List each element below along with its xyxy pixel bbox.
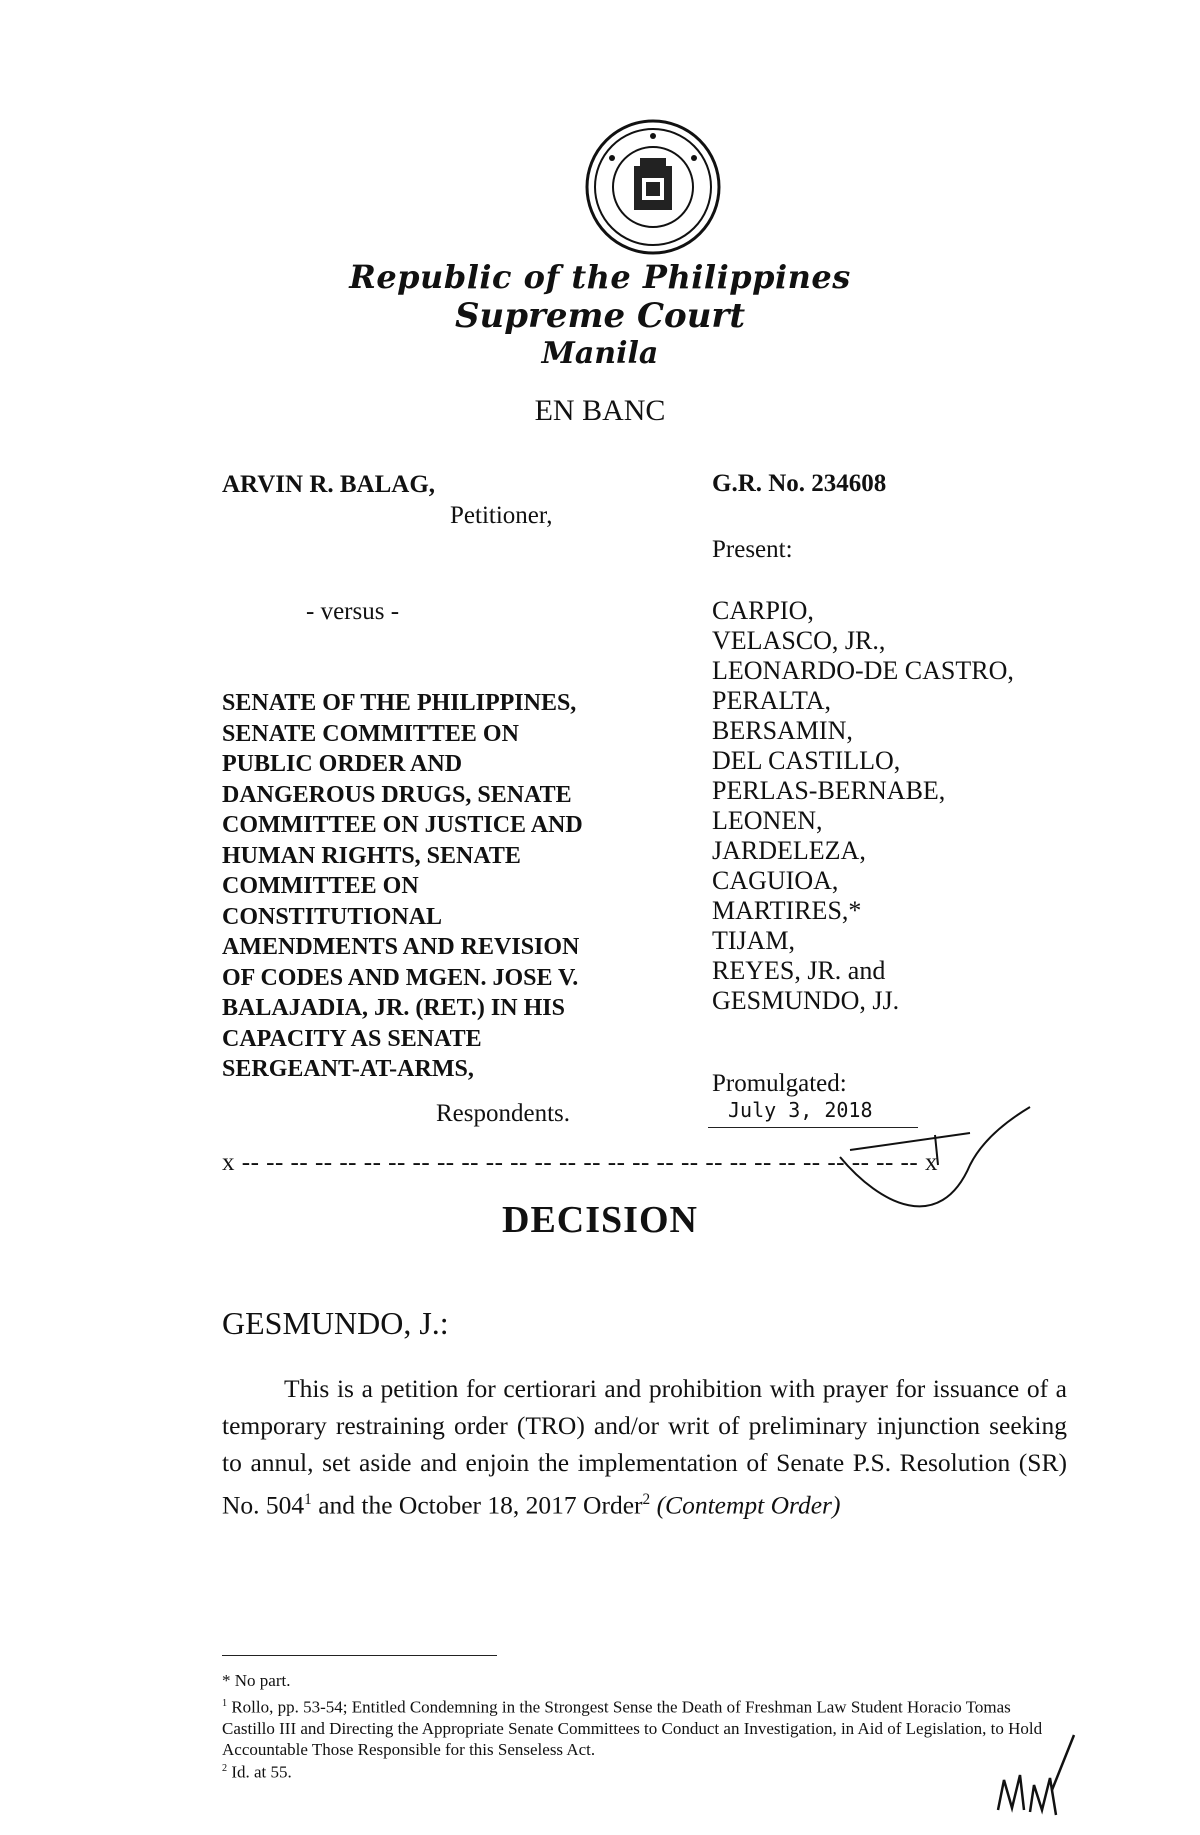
justice-name: LEONEN,	[712, 806, 823, 835]
justice-name: REYES, JR. and	[712, 956, 886, 985]
respondent-line: PUBLIC ORDER AND	[222, 751, 463, 777]
justice-name: CAGUIOA,	[712, 866, 839, 895]
ponente: GESMUNDO, J.:	[222, 1305, 449, 1341]
justice-name: BERSAMIN,	[712, 716, 853, 745]
versus-label: - versus -	[306, 598, 400, 625]
body-text-part: and the October 18, 2017 Order	[311, 1490, 643, 1520]
footnote-ref: 1	[304, 1491, 312, 1508]
supreme-court-heading: Supreme Court	[454, 296, 746, 336]
justices-list	[712, 596, 1014, 1016]
justice-name: LEONARDO-DE CASTRO,	[712, 656, 1014, 685]
justice-name: JARDELEZA,	[712, 836, 866, 865]
body-text-part: This is a petition for certiorari and prohibition with prayer for issuance of a temporary restraining order (TRO) and/or writ of preliminary injunction seeking to annul, set aside and enjoin the implementation of Senate P.S. Resolution (SR) No. 504	[222, 1374, 1067, 1520]
footnote-text: Rollo, pp. 53-54; Entitled Condemning in the Strongest Sense the Death of Freshman Law Student Horacio Tomas Castillo III and Directing the Appropriate Senate Committees to Conduct an Investigation, in Aid of Legislation, to Hold Accountable Those Responsible for this Senseless Act.	[222, 1697, 1043, 1759]
justice-name: DEL CASTILLO,	[712, 746, 901, 775]
manila-heading: Manila	[541, 336, 659, 371]
footnote-1	[222, 1693, 1067, 1760]
justice-name: MARTIRES,*	[712, 896, 862, 925]
division-label: EN BANC	[534, 394, 666, 427]
republic-heading: Republic of the Philippines	[349, 258, 851, 296]
promulgated-date: July 3, 2018	[728, 1098, 873, 1122]
respondent-line: OF CODES AND MGEN. JOSE V.	[222, 964, 579, 991]
respondent-line: DANGEROUS DRUGS, SENATE	[222, 781, 572, 808]
footnote-number: 1	[222, 1698, 228, 1709]
present-label: Present:	[712, 536, 793, 563]
body-text-part: (Contempt Order)	[650, 1490, 841, 1520]
respondent-line: BALAJADIA, JR. (RET.) IN HIS	[222, 995, 565, 1021]
respondent-line: CONSTITUTIONAL	[222, 903, 443, 930]
document-title: DECISION	[502, 1199, 698, 1241]
justice-name: PERALTA,	[712, 686, 832, 715]
respondent-line: HUMAN RIGHTS, SENATE	[222, 842, 521, 869]
separator-line: x -- -- -- -- -- -- -- -- -- -- -- -- -- -- -- -- -- -- -- -- -- -- -- -- -- -- -- -- x	[222, 1149, 938, 1176]
justice-name: TIJAM,	[712, 926, 796, 955]
respondent-line: COMMITTEE ON	[222, 873, 419, 899]
body-paragraph	[222, 1370, 1067, 1524]
initials-signature	[990, 1730, 1080, 1825]
respondents-block	[222, 688, 583, 1085]
respondent-line: CAPACITY AS SENATE	[222, 1025, 482, 1052]
justice-name: PERLAS-BERNABE,	[712, 776, 946, 805]
justice-name: CARPIO,	[712, 596, 814, 625]
supreme-court-seal	[584, 118, 722, 256]
respondents-label: Respondents.	[436, 1100, 571, 1127]
footnote-separator	[222, 1655, 497, 1656]
promulgated-label: Promulgated:	[712, 1070, 847, 1097]
respondent-line: COMMITTEE ON JUSTICE AND	[222, 812, 583, 838]
footnote-star: * No part.	[222, 1671, 291, 1690]
justice-name: VELASCO, JR.,	[712, 626, 886, 655]
respondent-line: SENATE OF THE PHILIPPINES,	[222, 690, 577, 716]
gr-number: G.R. No. 234608	[712, 470, 887, 497]
respondent-line: SERGEANT-AT-ARMS,	[222, 1056, 474, 1082]
petitioner-label: Petitioner,	[450, 502, 553, 529]
footnote-text: Id. at 55.	[227, 1762, 292, 1782]
footnote-2	[222, 1758, 1067, 1783]
footnote-ref: 2	[642, 1491, 651, 1508]
respondent-line: SENATE COMMITTEE ON	[222, 720, 519, 747]
respondent-line: AMENDMENTS AND REVISION	[222, 934, 580, 960]
justice-name: GESMUNDO, JJ.	[712, 986, 900, 1015]
petitioner-name: ARVIN R. BALAG,	[222, 471, 436, 498]
footnote-number: 2	[222, 1763, 228, 1774]
